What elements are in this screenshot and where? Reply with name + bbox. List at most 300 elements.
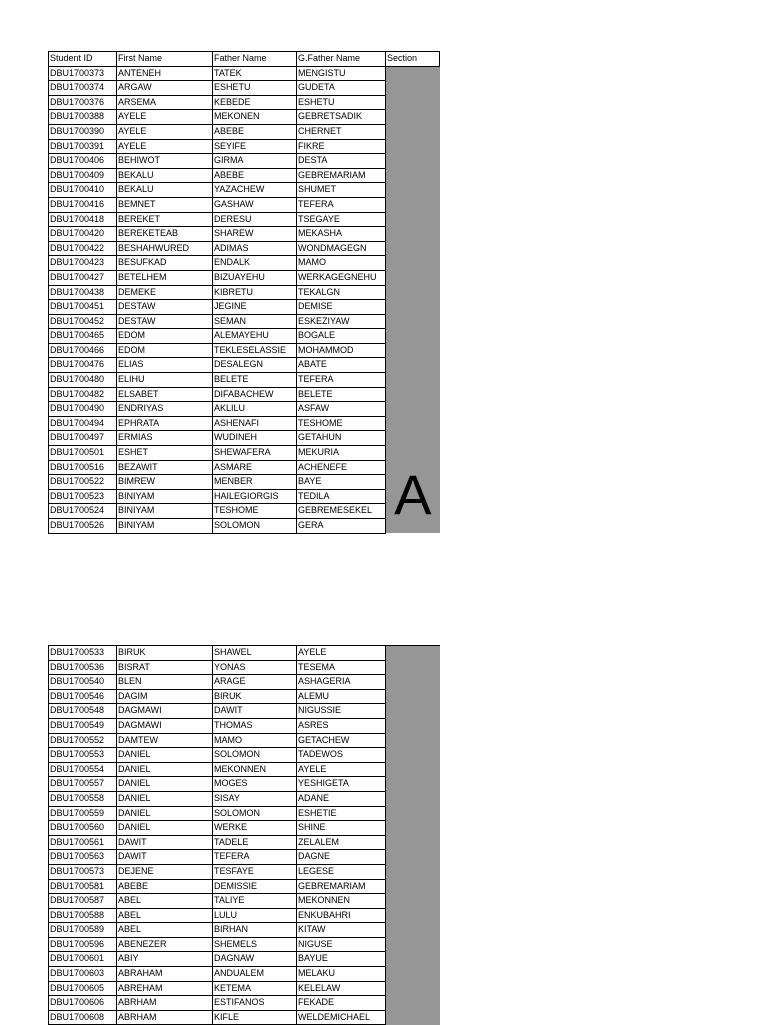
table-row [49,212,440,227]
cell-student-id: DBU1700373 [49,66,117,81]
cell-gfather-name: ESKEZIYAW [297,314,386,329]
cell-first-name: ENDRIYAS [117,402,213,417]
cell-father-name: TESHOME [213,504,297,519]
cell-student-id: DBU1700452 [49,314,117,329]
cell-first-name: BIMREW [117,475,213,490]
cell-gfather-name: GUDETA [297,81,386,96]
cell-student-id: DBU1700560 [49,821,117,836]
cell-student-id: DBU1700476 [49,358,117,373]
cell-father-name: DAGNAW [213,952,297,967]
cell-gfather-name: ASHAGERIA [297,675,386,690]
cell-gfather-name: MAMO [297,256,386,271]
table-row [49,314,440,329]
cell-student-id: DBU1700494 [49,416,117,431]
cell-gfather-name: CHERNET [297,124,386,139]
cell-father-name: WUDINEH [213,431,297,446]
cell-gfather-name: ALEMU [297,689,386,704]
cell-father-name: DEMISSIE [213,879,297,894]
table-row [49,285,440,300]
cell-father-name: GIRMA [213,154,297,169]
table-row [49,937,440,952]
cell-father-name: SHEMELS [213,937,297,952]
table-row [49,343,440,358]
cell-student-id: DBU1700466 [49,343,117,358]
cell-first-name: BINIYAM [117,489,213,504]
cell-gfather-name: NIGUSSIE [297,704,386,719]
cell-student-id: DBU1700526 [49,519,117,534]
student-table-section-a [48,51,440,534]
cell-gfather-name: BAYUE [297,952,386,967]
cell-first-name: BETELHEM [117,270,213,285]
table-row [49,777,440,792]
cell-father-name: TEFERA [213,850,297,865]
table-row [49,95,440,110]
cell-father-name: BIRHAN [213,923,297,938]
cell-student-id: DBU1700490 [49,402,117,417]
cell-father-name: WERKE [213,821,297,836]
cell-gfather-name: ADANE [297,791,386,806]
cell-first-name: BLEN [117,675,213,690]
cell-father-name: TATEK [213,66,297,81]
cell-father-name: AKLILU [213,402,297,417]
cell-student-id: DBU1700420 [49,227,117,242]
cell-student-id: DBU1700601 [49,952,117,967]
table-row [49,446,440,461]
table-row [49,183,440,198]
cell-student-id: DBU1700516 [49,460,117,475]
cell-gfather-name: SHINE [297,821,386,836]
header-gfather-name: G.Father Name [297,52,386,67]
cell-gfather-name: GERA [297,519,386,534]
cell-gfather-name: WONDMAGEGN [297,241,386,256]
table-row [49,475,440,490]
cell-father-name: TEKLESELASSIE [213,343,297,358]
cell-father-name: LULU [213,908,297,923]
table-row [49,879,440,894]
cell-father-name: SOLOMON [213,748,297,763]
cell-gfather-name: ESHETIE [297,806,386,821]
cell-student-id: DBU1700406 [49,154,117,169]
cell-first-name: BINIYAM [117,504,213,519]
table-row [49,791,440,806]
table-row [49,329,440,344]
table-row [49,416,440,431]
cell-gfather-name: GEBREMARIAM [297,168,386,183]
cell-first-name: BINIYAM [117,519,213,534]
cell-father-name: ASMARE [213,460,297,475]
cell-student-id: DBU1700480 [49,373,117,388]
cell-student-id: DBU1700376 [49,95,117,110]
cell-first-name: ESHET [117,446,213,461]
cell-gfather-name: TEFERA [297,197,386,212]
cell-student-id: DBU1700427 [49,270,117,285]
cell-student-id: DBU1700409 [49,168,117,183]
cell-gfather-name: TADEWOS [297,748,386,763]
cell-student-id: DBU1700451 [49,300,117,315]
cell-first-name: AYELE [117,110,213,125]
table-row [49,431,440,446]
table-row [49,996,440,1011]
cell-student-id: DBU1700524 [49,504,117,519]
cell-father-name: SEYIFE [213,139,297,154]
cell-father-name: DESALEGN [213,358,297,373]
cell-gfather-name: GEBRETSADIK [297,110,386,125]
cell-first-name: ABEBE [117,879,213,894]
cell-gfather-name: FIKRE [297,139,386,154]
cell-first-name: DAMTEW [117,733,213,748]
cell-father-name: BIZUAYEHU [213,270,297,285]
cell-student-id: DBU1700501 [49,446,117,461]
cell-first-name: BEKALU [117,183,213,198]
cell-first-name: ABRAHAM [117,967,213,982]
cell-first-name: BEKALU [117,168,213,183]
cell-father-name: THOMAS [213,718,297,733]
cell-gfather-name: NIGUSE [297,937,386,952]
header-section: Section [386,52,440,67]
table-row [49,850,440,865]
cell-gfather-name: AYELE [297,762,386,777]
cell-first-name: DANIEL [117,806,213,821]
cell-gfather-name: MEKASHA [297,227,386,242]
table-row [49,81,440,96]
cell-student-id: DBU1700390 [49,124,117,139]
header-father-name: Father Name [213,52,297,67]
cell-first-name: DAWIT [117,850,213,865]
cell-first-name: EDOM [117,343,213,358]
cell-father-name: BIRUK [213,689,297,704]
cell-father-name: DIFABACHEW [213,387,297,402]
cell-gfather-name: GETAHUN [297,431,386,446]
cell-student-id: DBU1700596 [49,937,117,952]
cell-gfather-name: KELELAW [297,981,386,996]
cell-father-name: ABEBE [213,168,297,183]
cell-student-id: DBU1700561 [49,835,117,850]
section-cell [386,646,440,1025]
cell-gfather-name: MOHAMMOD [297,343,386,358]
cell-father-name: SOLOMON [213,519,297,534]
cell-student-id: DBU1700465 [49,329,117,344]
cell-first-name: AYELE [117,139,213,154]
table-row [49,387,440,402]
table-row [49,110,440,125]
cell-first-name: ELSABET [117,387,213,402]
cell-first-name: ERMIAS [117,431,213,446]
table-row [49,241,440,256]
cell-first-name: ABRHAM [117,1010,213,1025]
cell-gfather-name: TSEGAYE [297,212,386,227]
cell-father-name: ADIMAS [213,241,297,256]
cell-first-name: DESTAW [117,300,213,315]
cell-first-name: DESTAW [117,314,213,329]
cell-student-id: DBU1700587 [49,894,117,909]
cell-student-id: DBU1700548 [49,704,117,719]
cell-student-id: DBU1700416 [49,197,117,212]
header-first-name: First Name [117,52,213,67]
cell-first-name: BEHIWOT [117,154,213,169]
cell-gfather-name: WERKAGEGNEHU [297,270,386,285]
cell-first-name: DANIEL [117,821,213,836]
table-row [49,373,440,388]
cell-student-id: DBU1700540 [49,675,117,690]
cell-first-name: DANIEL [117,748,213,763]
table-row [49,806,440,821]
cell-first-name: DANIEL [117,791,213,806]
cell-student-id: DBU1700497 [49,431,117,446]
cell-father-name: MAMO [213,733,297,748]
cell-gfather-name: ZELALEM [297,835,386,850]
cell-father-name: TADELE [213,835,297,850]
cell-student-id: DBU1700588 [49,908,117,923]
cell-gfather-name: FEKADE [297,996,386,1011]
table-row [49,270,440,285]
cell-gfather-name: TEFERA [297,373,386,388]
cell-first-name: BESUFKAD [117,256,213,271]
cell-first-name: ABENEZER [117,937,213,952]
table-row [49,894,440,909]
cell-student-id: DBU1700552 [49,733,117,748]
cell-father-name: TALIYE [213,894,297,909]
cell-father-name: ALEMAYEHU [213,329,297,344]
cell-gfather-name: DEMISE [297,300,386,315]
cell-gfather-name: WELDEMICHAEL [297,1010,386,1025]
cell-gfather-name: MEKURIA [297,446,386,461]
section-letter: A [394,463,432,527]
cell-student-id: DBU1700563 [49,850,117,865]
cell-father-name: JEGINE [213,300,297,315]
cell-student-id: DBU1700589 [49,923,117,938]
cell-first-name: BIRUK [117,646,213,661]
cell-gfather-name: ENKUBAHRI [297,908,386,923]
cell-father-name: SHAREW [213,227,297,242]
cell-student-id: DBU1700536 [49,660,117,675]
cell-student-id: DBU1700410 [49,183,117,198]
cell-father-name: GASHAW [213,197,297,212]
cell-first-name: EDOM [117,329,213,344]
cell-father-name: DAWIT [213,704,297,719]
cell-first-name: ABRHAM [117,996,213,1011]
table-row [49,519,440,534]
cell-student-id: DBU1700418 [49,212,117,227]
table-row [49,660,440,675]
cell-student-id: DBU1700553 [49,748,117,763]
cell-father-name: ANDUALEM [213,967,297,982]
cell-student-id: DBU1700423 [49,256,117,271]
cell-father-name: ENDALK [213,256,297,271]
cell-student-id: DBU1700608 [49,1010,117,1025]
cell-first-name: DANIEL [117,762,213,777]
table-row [49,66,440,81]
cell-first-name: AYELE [117,124,213,139]
table-row [49,358,440,373]
cell-father-name: TESFAYE [213,864,297,879]
cell-father-name: YAZACHEW [213,183,297,198]
cell-first-name: ABIY [117,952,213,967]
cell-first-name: DAWIT [117,835,213,850]
cell-father-name: MEKONEN [213,110,297,125]
cell-gfather-name: YESHIGETA [297,777,386,792]
student-table-continued [48,645,440,1025]
table-row [49,168,440,183]
cell-father-name: ARAGE [213,675,297,690]
table-row [49,675,440,690]
cell-student-id: DBU1700603 [49,967,117,982]
table-row [49,1010,440,1025]
cell-first-name: BEZAWIT [117,460,213,475]
cell-gfather-name: GEBREMESEKEL [297,504,386,519]
cell-first-name: DANIEL [117,777,213,792]
cell-father-name: SHEWAFERA [213,446,297,461]
table-row [49,718,440,733]
cell-father-name: KIBRETU [213,285,297,300]
cell-gfather-name: TEDILA [297,489,386,504]
cell-first-name: ABREHAM [117,981,213,996]
table-row [49,124,440,139]
cell-father-name: MEKONNEN [213,762,297,777]
table-row [49,967,440,982]
cell-student-id: DBU1700374 [49,81,117,96]
cell-gfather-name: ESHETU [297,95,386,110]
cell-gfather-name: GEBREMARIAM [297,879,386,894]
table-header-row [49,52,440,67]
cell-father-name: ABEBE [213,124,297,139]
cell-gfather-name: DESTA [297,154,386,169]
cell-gfather-name: KITAW [297,923,386,938]
cell-first-name: BEREKETEAB [117,227,213,242]
cell-first-name: BEREKET [117,212,213,227]
cell-student-id: DBU1700606 [49,996,117,1011]
cell-father-name: HAILEGIORGIS [213,489,297,504]
table-row [49,504,440,519]
cell-first-name: BESHAHWURED [117,241,213,256]
table-row [49,952,440,967]
cell-gfather-name: ABATE [297,358,386,373]
cell-gfather-name: BELETE [297,387,386,402]
cell-gfather-name: SHUMET [297,183,386,198]
cell-student-id: DBU1700605 [49,981,117,996]
cell-student-id: DBU1700573 [49,864,117,879]
table-row [49,256,440,271]
cell-student-id: DBU1700522 [49,475,117,490]
cell-first-name: DAGIM [117,689,213,704]
cell-gfather-name: DAGNE [297,850,386,865]
header-student-id: Student ID [49,52,117,67]
table-row [49,704,440,719]
cell-first-name: ELIAS [117,358,213,373]
cell-first-name: ELIHU [117,373,213,388]
cell-gfather-name: TESHOME [297,416,386,431]
cell-student-id: DBU1700559 [49,806,117,821]
cell-student-id: DBU1700549 [49,718,117,733]
cell-gfather-name: BOGALE [297,329,386,344]
table-row [49,300,440,315]
cell-gfather-name: ACHENEFE [297,460,386,475]
cell-father-name: ASHENAFI [213,416,297,431]
table-row [49,981,440,996]
cell-first-name: DAGMAWI [117,704,213,719]
cell-father-name: KIFLE [213,1010,297,1025]
cell-gfather-name: GETACHEW [297,733,386,748]
cell-gfather-name: ASFAW [297,402,386,417]
cell-student-id: DBU1700523 [49,489,117,504]
table-row [49,762,440,777]
table-row [49,460,440,475]
table-row [49,154,440,169]
table-row [49,821,440,836]
cell-gfather-name: BAYE [297,475,386,490]
cell-student-id: DBU1700581 [49,879,117,894]
table-row [49,197,440,212]
cell-student-id: DBU1700422 [49,241,117,256]
table-row [49,923,440,938]
table-row [49,402,440,417]
table-row [49,835,440,850]
cell-first-name: ANTENEH [117,66,213,81]
cell-first-name: DEMEKE [117,285,213,300]
cell-first-name: ARSEMA [117,95,213,110]
cell-gfather-name: TESEMA [297,660,386,675]
cell-first-name: BISRAT [117,660,213,675]
cell-father-name: MENBER [213,475,297,490]
table-row [49,227,440,242]
cell-gfather-name: LEGESE [297,864,386,879]
cell-gfather-name: MEKONNEN [297,894,386,909]
cell-father-name: BELETE [213,373,297,388]
cell-first-name: BEMNET [117,197,213,212]
cell-gfather-name: AYELE [297,646,386,661]
table-row [49,864,440,879]
cell-first-name: ABEL [117,923,213,938]
cell-father-name: KETEMA [213,981,297,996]
table-row [49,908,440,923]
cell-student-id: DBU1700438 [49,285,117,300]
table-row [49,689,440,704]
table-row [49,646,440,661]
cell-father-name: MOGES [213,777,297,792]
cell-student-id: DBU1700558 [49,791,117,806]
cell-student-id: DBU1700482 [49,387,117,402]
cell-father-name: ESHETU [213,81,297,96]
cell-student-id: DBU1700557 [49,777,117,792]
cell-father-name: KEBEDE [213,95,297,110]
cell-father-name: SISAY [213,791,297,806]
table-row [49,489,440,504]
cell-gfather-name: MELAKU [297,967,386,982]
table-row [49,139,440,154]
cell-student-id: DBU1700533 [49,646,117,661]
cell-first-name: EPHRATA [117,416,213,431]
cell-first-name: DEJENE [117,864,213,879]
cell-first-name: ABEL [117,894,213,909]
table-row [49,748,440,763]
cell-first-name: ABEL [117,908,213,923]
cell-father-name: DERESU [213,212,297,227]
cell-gfather-name: TEKALGN [297,285,386,300]
cell-gfather-name: ASRES [297,718,386,733]
cell-father-name: SOLOMON [213,806,297,821]
cell-first-name: ARGAW [117,81,213,96]
cell-student-id: DBU1700546 [49,689,117,704]
cell-father-name: SEMAN [213,314,297,329]
cell-father-name: YONAS [213,660,297,675]
cell-student-id: DBU1700388 [49,110,117,125]
table-row [49,733,440,748]
cell-first-name: DAGMAWI [117,718,213,733]
section-cell [386,66,440,533]
cell-father-name: SHAWEL [213,646,297,661]
cell-student-id: DBU1700554 [49,762,117,777]
cell-father-name: ESTIFANOS [213,996,297,1011]
cell-gfather-name: MENGISTU [297,66,386,81]
